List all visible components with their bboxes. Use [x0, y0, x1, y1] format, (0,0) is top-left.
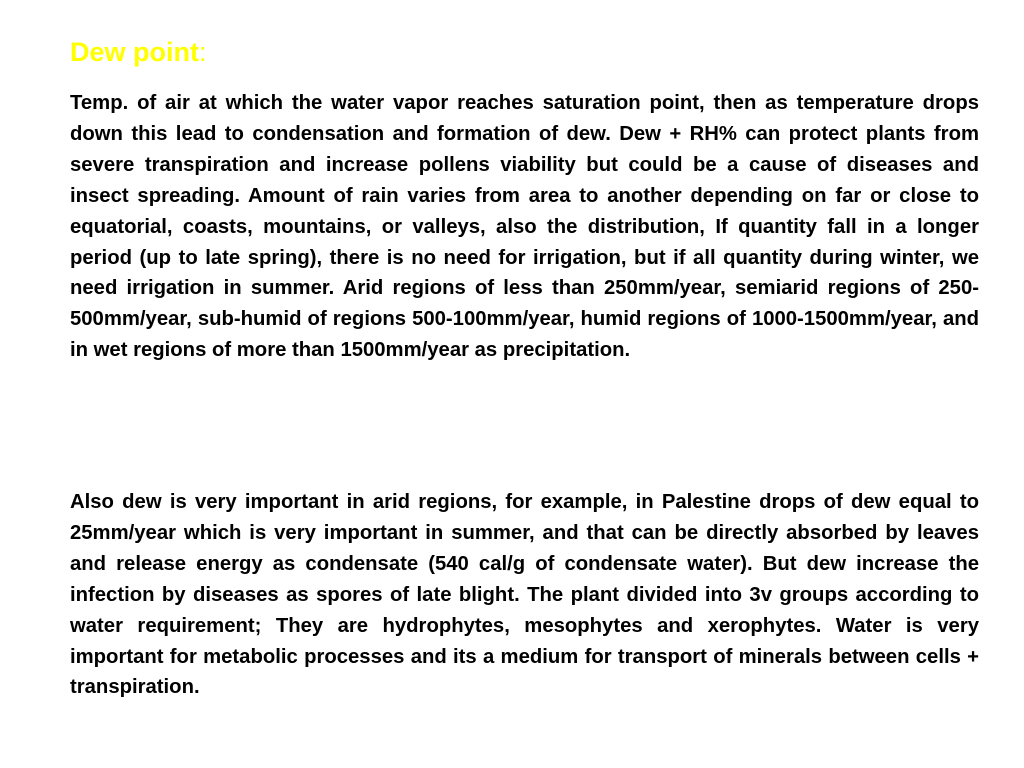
slide-title-colon: : [199, 37, 207, 67]
body-paragraph-dew-definition: Temp. of air at which the water vapor reaches saturation point, then as temperature drops down this lead to condensation and formation of dew. Dew + RH% can protect plants from severe transpiration and increase pollens viability but could be a cause of diseases and insect spreading. Amount of rain varies from area to another depending on far or close to equatorial, coasts, mountains, or valleys, also the distribution, If quantity fall in a longer period (up to late spring), there is no need for irrigation, but if all quantity during winter, we need irrigation in summer. Arid regions of less than 250mm/year, semiarid regions of 250-500mm/year, sub-humid of regions 500-100mm/year, humid regions of 1000-1500mm/year, and in wet regions of more than 1500mm/year as precipitation. [70, 92, 979, 362]
slide-title [70, 34, 207, 70]
slide-title-text: Dew point [70, 37, 199, 67]
body-paragraph-dew-importance: Also dew is very important in arid regions, for example, in Palestine drops of dew equal to 25mm/year which is very important in summer, and that can be directly absorbed by leaves and release energy as condensate (540 cal/g of condensate water). But dew increase the infection by diseases as spores of late blight. The plant divided into 3v groups according to water requirement; They are hydrophytes, mesophytes and xerophytes. Water is very important for metabolic processes and its a medium for transport of minerals between cells + transpiration. [70, 491, 979, 699]
